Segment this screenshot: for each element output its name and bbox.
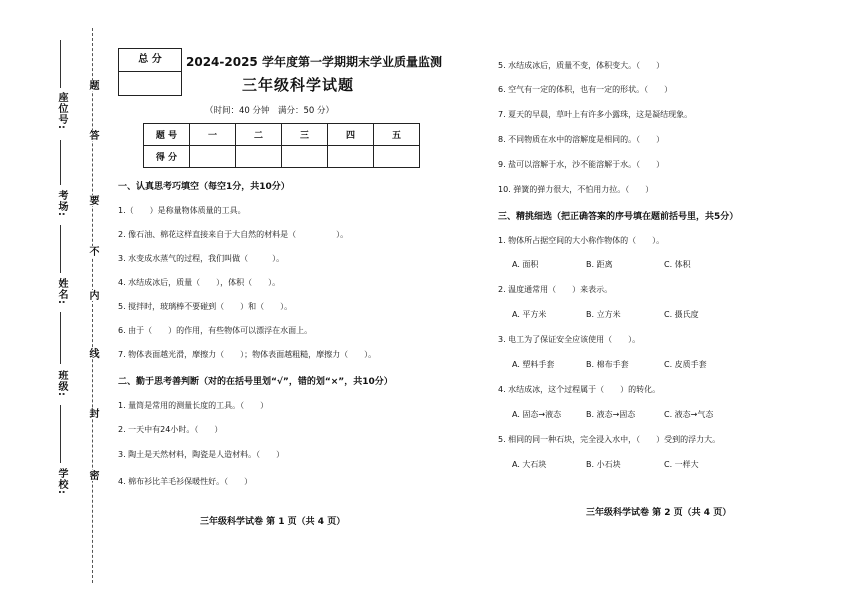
- answer-option[interactable]: C. 皮质手套: [664, 360, 707, 369]
- answer-option[interactable]: C. 体积: [664, 260, 691, 269]
- exam-subtitle: 三年级科学试题: [242, 76, 355, 94]
- answer-option[interactable]: A. 面积: [512, 260, 539, 269]
- seal-char: 答: [87, 130, 98, 141]
- question: 3. 水变成水蒸气的过程，我们叫做（ ）。: [118, 254, 285, 263]
- page-footer-1: 三年级科学试卷 第 1 页（共 4 页）: [200, 517, 346, 527]
- question: 7. 物体表面越光滑，摩擦力（ ）；物体表面越粗糙，摩擦力（ ）。: [118, 350, 377, 359]
- total-score-label: 总 分: [119, 49, 181, 72]
- page-footer-2: 三年级科学试卷 第 2 页（共 4 页）: [586, 508, 732, 518]
- seal-char: 不: [87, 246, 98, 257]
- binding-strip: [0, 0, 110, 608]
- class-label: 班级:: [56, 370, 67, 397]
- seal-char: 密: [87, 470, 98, 481]
- section-1-title: 一、认真思考巧填空（每空1分，共10分）: [118, 182, 290, 192]
- answer-option[interactable]: B. 液态→固态: [586, 410, 636, 419]
- seat-line: [60, 40, 61, 88]
- answer-option[interactable]: C. 摄氏度: [664, 310, 699, 319]
- exam-room-line: [60, 140, 61, 185]
- answer-option[interactable]: A. 固态→液态: [512, 410, 562, 419]
- seal-char: 要: [87, 195, 98, 206]
- exam-room-label: 考场:: [56, 190, 67, 217]
- answer-option[interactable]: C. 液态→气态: [664, 410, 714, 419]
- question: 5. 搅拌时，玻璃棒不要碰到（ ）和（ ）。: [118, 302, 293, 311]
- question: 2. 一天中有24小时。（ ）: [118, 425, 223, 434]
- class-line: [60, 312, 61, 364]
- score-input-cell[interactable]: [236, 146, 282, 168]
- question: 1. 量筒是常用的测量长度的工具。（ ）: [118, 401, 269, 410]
- question: 1. 物体所占据空间的大小称作物体的（ ）。: [498, 236, 665, 245]
- question: 8. 不同物质在水中的溶解度是相同的。（ ）: [498, 135, 665, 144]
- question: 4. 水结成冰，这个过程属于（ ）的转化。: [498, 385, 661, 394]
- score-table-cell: 得 分: [144, 146, 190, 168]
- question: 5. 水结成冰后，质量不变，体积变大。（ ）: [498, 61, 665, 70]
- total-score-box[interactable]: [118, 48, 182, 96]
- score-table-cell: 四: [328, 124, 374, 146]
- school-label: 学校:: [56, 468, 67, 495]
- question: 3. 电工为了保证安全应该使用（ ）。: [498, 335, 641, 344]
- question: 3. 陶土是天然材料，陶瓷是人造材料。（ ）: [118, 450, 285, 459]
- question: 6. 由于（ ）的作用，有些物体可以漂浮在水面上。: [118, 326, 313, 335]
- section-2-title: 二、勤于思考善判断（对的在括号里划“√”，错的划“×”，共10分）: [118, 377, 393, 387]
- score-table-header-row: [144, 124, 420, 146]
- question: 4. 水结成冰后，质量（ ），体积（ ）。: [118, 278, 281, 287]
- seal-char: 题: [87, 80, 98, 91]
- answer-option[interactable]: B. 小石块: [586, 460, 621, 469]
- score-input-cell[interactable]: [282, 146, 328, 168]
- answer-option[interactable]: A. 塑料手套: [512, 360, 555, 369]
- answer-option[interactable]: C. 一样大: [664, 460, 699, 469]
- seat-label: 座位号:: [56, 92, 67, 130]
- question: 1.（ ）是称量物体质量的工具。: [118, 206, 246, 215]
- score-table-cell: 五: [374, 124, 420, 146]
- score-table-cell: 一: [190, 124, 236, 146]
- score-input-cell[interactable]: [374, 146, 420, 168]
- score-table-cell: 三: [282, 124, 328, 146]
- exam-title: 2024-2025 学年度第一学期期末学业质量监测: [186, 55, 442, 69]
- question: 4. 棉布衫比羊毛衫保暖性好。（ ）: [118, 477, 253, 486]
- name-label: 姓名:: [56, 278, 67, 305]
- answer-option[interactable]: A. 平方米: [512, 310, 547, 319]
- question: 2. 像石油、棉花这样直接来自于大自然的材料是（ ）。: [118, 230, 349, 239]
- seal-char: 内: [87, 290, 98, 301]
- score-input-cell[interactable]: [190, 146, 236, 168]
- score-table-cell: 题 号: [144, 124, 190, 146]
- answer-option[interactable]: B. 距离: [586, 260, 613, 269]
- score-table: [143, 123, 420, 168]
- exam-info: （时间：40 分钟 满分：50 分）: [205, 106, 335, 116]
- answer-option[interactable]: A. 大石块: [512, 460, 547, 469]
- score-table-cell: 二: [236, 124, 282, 146]
- answer-option[interactable]: B. 立方米: [586, 310, 621, 319]
- question: 2. 温度通常用（ ）来表示。: [498, 285, 613, 294]
- question: 9. 盐可以溶解于水，沙不能溶解于水。（ ）: [498, 160, 665, 169]
- score-input-cell[interactable]: [328, 146, 374, 168]
- question: 5. 相同的同一种石块，完全浸入水中，（ ）受到的浮力大。: [498, 435, 721, 444]
- question: 6. 空气有一定的体积，也有一定的形状。（ ）: [498, 85, 673, 94]
- seal-dashed-line: [92, 28, 93, 583]
- question: 7. 夏天的早晨，草叶上有许多小露珠，这是凝结现象。: [498, 110, 693, 119]
- seal-char: 封: [87, 408, 98, 419]
- seal-char: 线: [87, 348, 98, 359]
- answer-option[interactable]: B. 棉布手套: [586, 360, 629, 369]
- name-line: [60, 225, 61, 273]
- score-table-score-row: [144, 146, 420, 168]
- question: 10. 弹簧的弹力很大，不怕用力拉。（ ）: [498, 185, 654, 194]
- school-line: [60, 405, 61, 463]
- section-3-title: 三、精挑细选（把正确答案的序号填在题前括号里，共5分）: [498, 212, 739, 222]
